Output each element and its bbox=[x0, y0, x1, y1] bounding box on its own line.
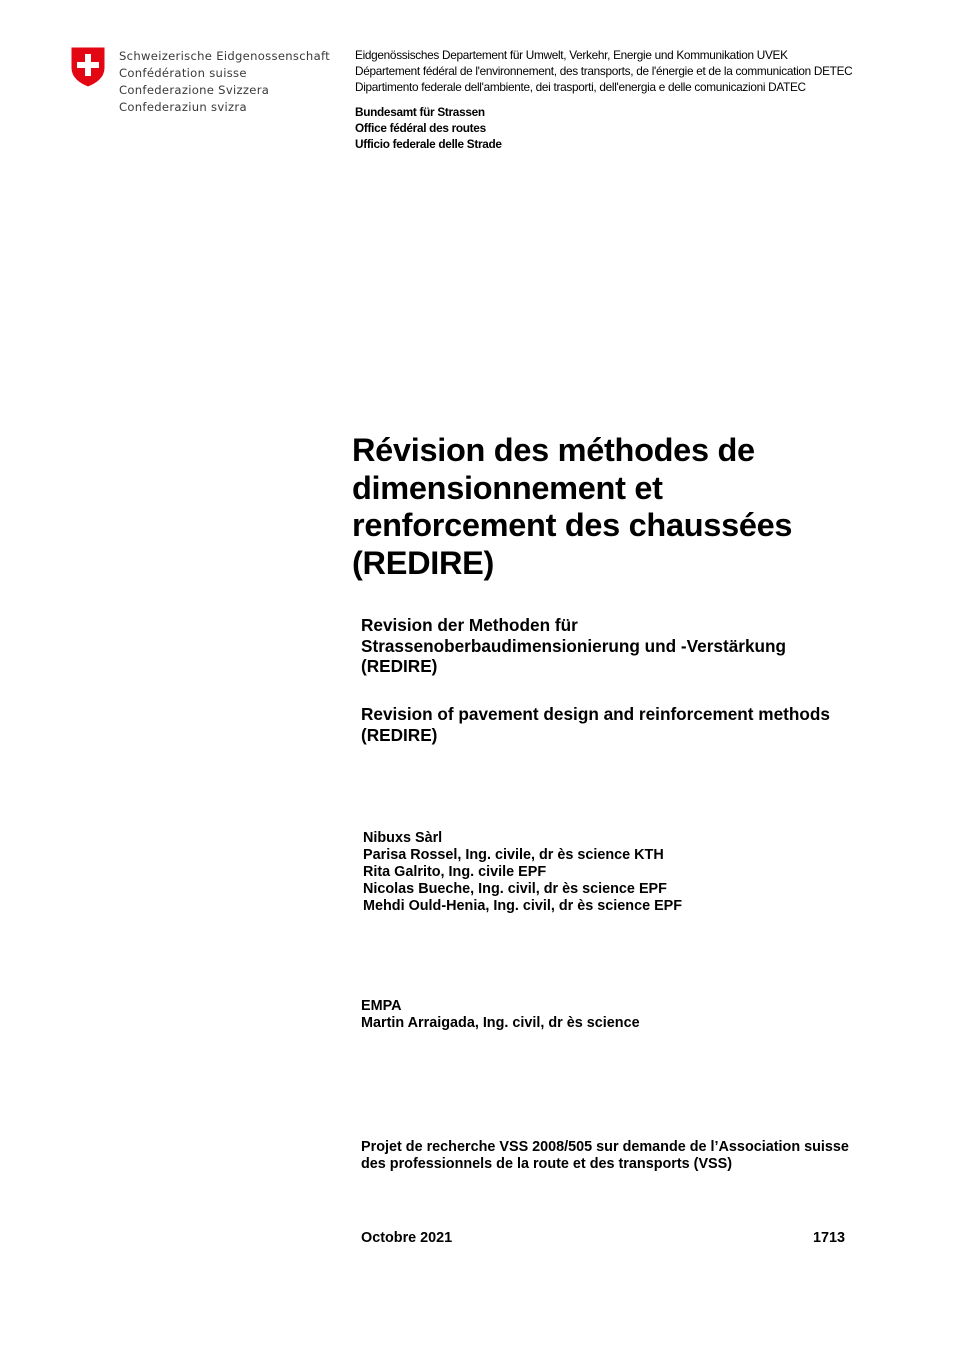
department-line-fr: Département fédéral de l'environnement, des transports, de l'énergie et de la communication DETEC bbox=[355, 64, 853, 78]
subtitle-german bbox=[361, 615, 786, 677]
subtitle-line: (REDIRE) bbox=[361, 724, 438, 745]
confederation-name-it: Confederazione Svizzera bbox=[119, 83, 270, 97]
empa-authors bbox=[361, 998, 640, 1032]
office-line-fr: Office fédéral des routes bbox=[355, 121, 486, 135]
department-line-it: Dipartimento federale dell'ambiente, dei trasporti, dell'energia e delle comunicazioni DATEC bbox=[355, 80, 806, 94]
author-line: Parisa Rossel, Ing. civile, dr ès science KTH bbox=[363, 847, 664, 863]
title-line: (REDIRE) bbox=[352, 544, 495, 581]
author-organization: EMPA bbox=[361, 998, 402, 1014]
project-line: Projet de recherche VSS 2008/505 sur demande de l’Association suisse bbox=[361, 1139, 849, 1155]
title-line: dimensionnement et bbox=[352, 469, 663, 506]
subtitle-line: Revision der Methoden für bbox=[361, 615, 578, 635]
subtitle-english bbox=[361, 704, 830, 745]
publication-date: Octobre 2021 bbox=[361, 1230, 453, 1246]
project-description bbox=[361, 1139, 849, 1173]
title-line: renforcement des chaussées bbox=[352, 507, 793, 543]
confederation-names bbox=[119, 48, 330, 116]
confederation-name-rm: Confederaziun svizra bbox=[119, 100, 247, 114]
report-number: 1713 bbox=[812, 1230, 845, 1246]
project-line: des professionnels de la route et des transports (VSS) bbox=[361, 1156, 733, 1172]
author-organization: Nibuxs Sàrl bbox=[363, 830, 443, 846]
department-header bbox=[355, 47, 852, 95]
office-line-it: Ufficio federale delle Strade bbox=[355, 137, 502, 151]
author-line: Martin Arraigada, Ing. civil, dr ès science bbox=[361, 1015, 640, 1031]
subtitle-line: (REDIRE) bbox=[361, 656, 438, 676]
office-line-de: Bundesamt für Strassen bbox=[355, 105, 485, 119]
department-line-de: Eidgenössisches Departement für Umwelt, Verkehr, Energie und Kommunikation UVEK bbox=[355, 48, 788, 62]
document-title bbox=[352, 432, 832, 582]
confederation-name-fr: Confédération suisse bbox=[119, 66, 247, 80]
confederation-name-de: Schweizerische Eidgenossenschaft bbox=[119, 49, 330, 63]
swiss-cross-shield-icon bbox=[70, 46, 106, 88]
author-line: Nicolas Bueche, Ing. civil, dr ès science EPF bbox=[363, 881, 667, 897]
author-line: Rita Galrito, Ing. civile EPF bbox=[363, 864, 547, 880]
subtitle-line: Strassenoberbaudimensionierung und -Verstärkung bbox=[361, 635, 786, 656]
authors-list bbox=[363, 830, 682, 915]
subtitle-line: Revision of pavement design and reinforcement methods bbox=[361, 704, 830, 724]
title-line: Révision des méthodes de bbox=[352, 432, 755, 468]
author-line: Mehdi Ould-Henia, Ing. civil, dr ès science EPF bbox=[363, 898, 683, 914]
office-header bbox=[355, 104, 502, 152]
